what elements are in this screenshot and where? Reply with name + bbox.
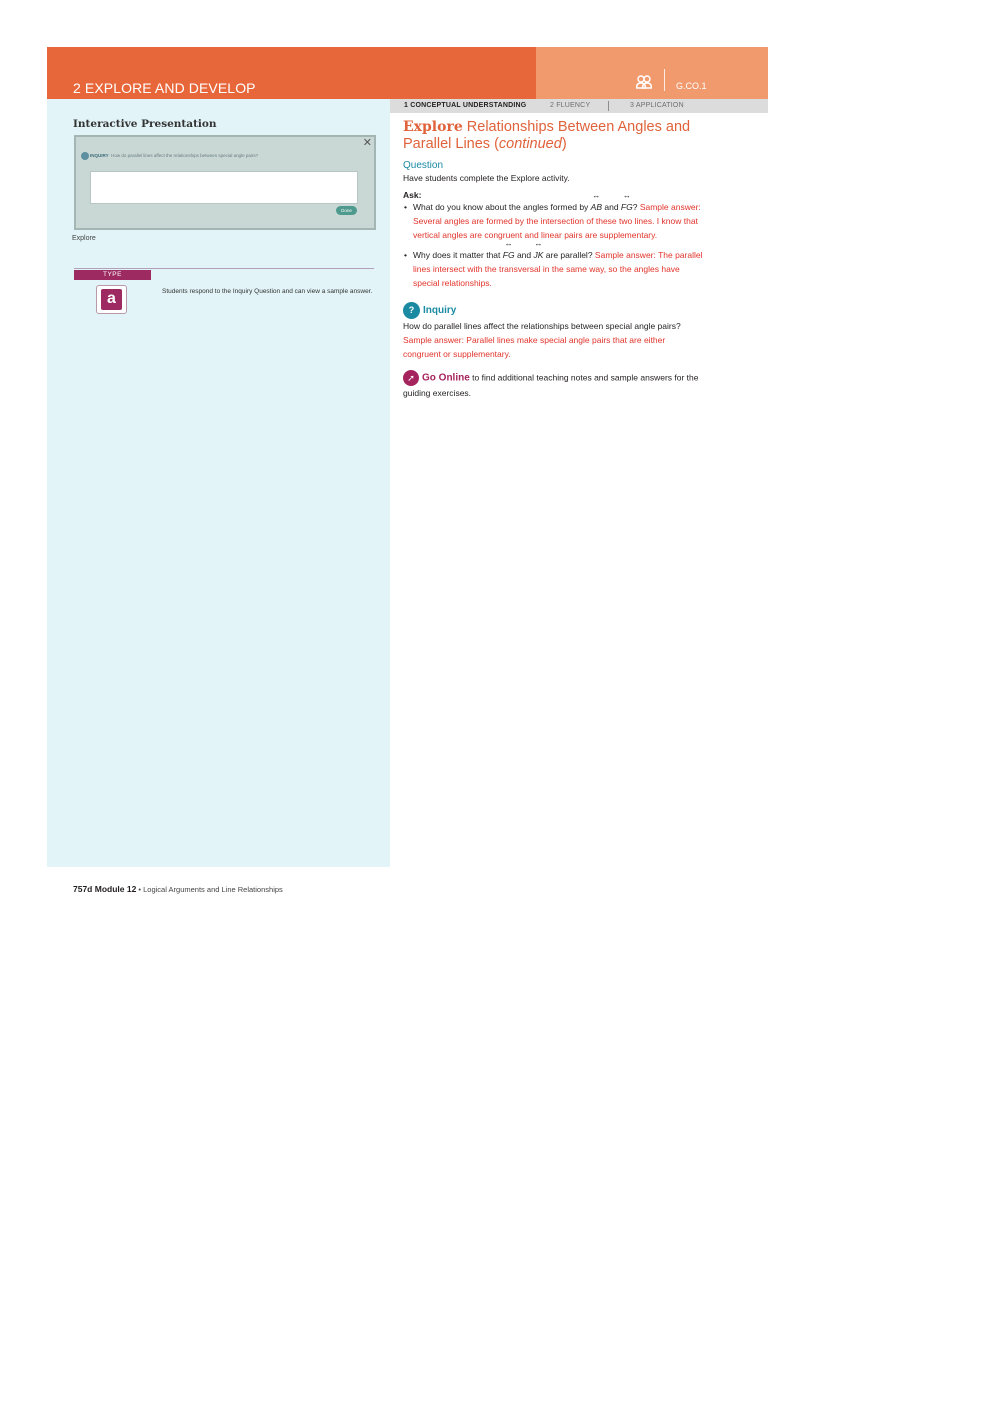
presentation-thumbnail[interactable]: [74, 135, 376, 230]
go-online-link[interactable]: Go Online: [422, 372, 470, 384]
tab-application[interactable]: 3 APPLICATION: [630, 102, 684, 109]
standard-banner: [536, 47, 768, 99]
section-banner: [47, 47, 536, 99]
thumbnail-answer-field[interactable]: [90, 171, 358, 204]
thumbnail-prompt: INQUIRY How do parallel lines affect the relationships between special angle pairs?: [90, 153, 259, 158]
section-title: 2 EXPLORE AND DEVELOP: [73, 80, 256, 96]
line-fg: ↔ FG: [621, 200, 633, 214]
people-icon: [636, 75, 652, 89]
tab-fluency[interactable]: 2 FLUENCY: [550, 102, 591, 109]
sidebar-panel: [47, 99, 390, 867]
page-footer: 757d Module 12 • Logical Arguments and Line Relationships: [73, 884, 283, 894]
divider: [74, 268, 374, 269]
inquiry-text: How do parallel lines affect the relationships between special angle pairs? Sample answer: Parallel lines make special angle pairs that are either congruent or supplementary.: [403, 321, 681, 359]
line-jk: ↔ JK: [533, 248, 543, 262]
tab-separator: [608, 101, 609, 111]
sample-answer: Sample answer: Parallel lines make special angle pairs that are either congruent or supplementary.: [403, 335, 666, 359]
inquiry-icon: ?: [403, 302, 420, 319]
page-title: Explore Relationships Between Angles and Parallel Lines (continued): [403, 119, 691, 152]
module-subtitle: Logical Arguments and Line Relationships: [143, 885, 283, 894]
line-fg: ↔ FG: [503, 248, 515, 262]
inquiry-heading: ? Inquiry: [403, 302, 703, 319]
lesson-tabs: [390, 99, 768, 113]
page-number: 757d: [73, 884, 93, 894]
close-icon[interactable]: ✕: [362, 137, 372, 149]
ask-bullet-1: • What do you know about the angles formed by ↔ AB and ↔ FG? Sample answer: Several angles are formed by the intersection of these two lines. I know that vertical angles are congruent and linear pairs are supplementary.: [403, 200, 703, 242]
tab-conceptual-understanding[interactable]: 1 CONCEPTUAL UNDERSTANDING: [404, 102, 527, 109]
question-heading: Question: [403, 160, 444, 171]
ask-bullet-2: • Why does it matter that ↔ FG and ↔ JK are parallel? Sample answer: The parallel lines intersect with the transversal in the same way, so the angles have special relationships.: [403, 248, 703, 290]
standard-code: G.CO.1: [676, 81, 707, 91]
sample-answer: Sample answer: The parallel lines intersect with the transversal in the same way, so the angles have special relationships.: [413, 250, 703, 288]
banner-divider: [664, 69, 665, 91]
go-online-note: ➚ Go Online to find additional teaching notes and sample answers for the guiding exercises.: [403, 370, 703, 400]
module-label: Module 12: [94, 884, 137, 894]
type-badge: TYPE: [74, 270, 151, 280]
cursor-icon: ➚: [403, 370, 419, 386]
interactive-presentation-heading: Interactive Presentation: [73, 118, 217, 130]
text-entry-icon-letter: a: [101, 289, 122, 310]
sample-answer: Sample answer: Several angles are formed by the intersection of these two lines. I know that vertical angles are congruent and linear pairs are supplementary.: [413, 202, 701, 240]
main-content: [403, 119, 703, 400]
text-entry-icon: [96, 285, 127, 314]
question-text: Have students complete the Explore activity.: [403, 173, 570, 183]
inquiry-icon: [81, 152, 89, 160]
thumbnail-done-button[interactable]: Done: [336, 206, 357, 215]
thumbnail-caption: Explore: [72, 235, 96, 242]
line-ab: ↔ AB: [591, 200, 602, 214]
ask-label: Ask:: [403, 190, 422, 200]
type-description: Students respond to the Inquiry Question and can view a sample answer.: [162, 288, 373, 295]
